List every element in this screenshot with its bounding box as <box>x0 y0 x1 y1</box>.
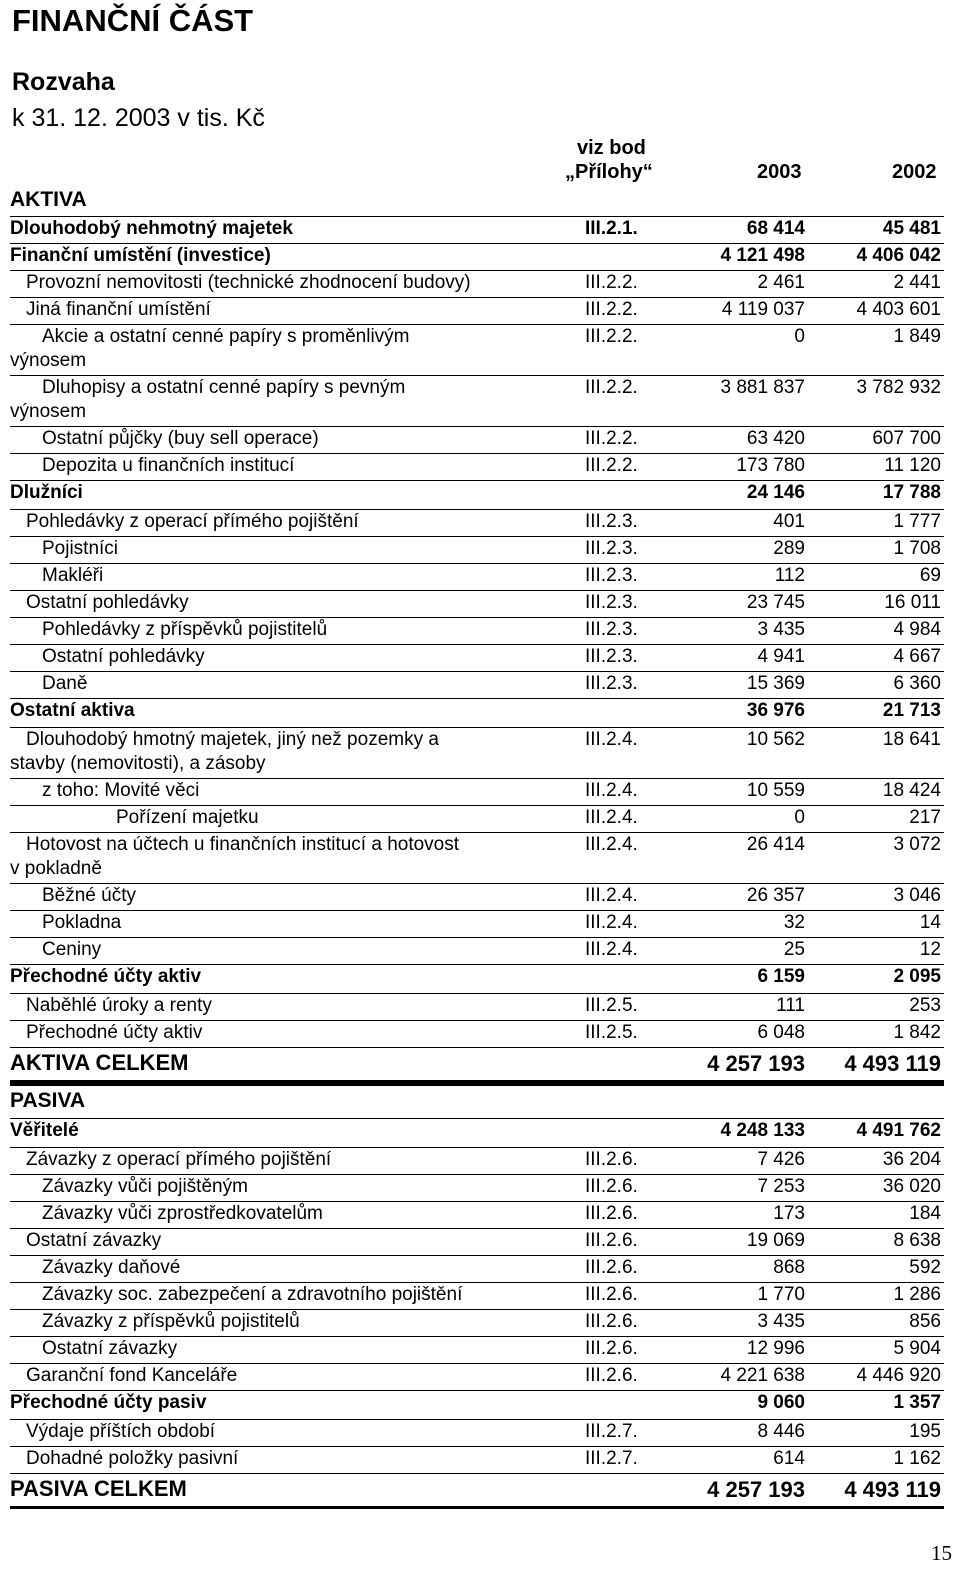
row-reference: III.2.3. <box>585 592 638 613</box>
value-2002: 3 782 932 <box>856 377 941 398</box>
value-2002: 5 904 <box>893 1338 941 1359</box>
assets-row <box>10 271 944 298</box>
assets-row <box>10 672 944 699</box>
liabilities-row <box>10 1447 944 1474</box>
row-label: AKTIVA <box>10 188 87 211</box>
row-reference: III.2.2. <box>585 377 638 398</box>
value-2002: 1 357 <box>893 1392 941 1413</box>
value-2003: 3 881 837 <box>720 377 805 398</box>
row-label: Ostatní závazky <box>42 1338 178 1359</box>
row-reference: III.2.2. <box>585 455 638 476</box>
liabilities-row <box>10 1391 944 1420</box>
liabilities-row <box>10 1256 944 1283</box>
row-label: Ceniny <box>42 939 102 960</box>
value-2003: 32 <box>783 912 805 933</box>
value-2002: 11 120 <box>884 455 941 476</box>
row-reference: III.2.2. <box>585 428 638 449</box>
assets-row <box>10 911 944 938</box>
value-2003: 4 221 638 <box>720 1365 805 1386</box>
assets-row <box>10 564 944 591</box>
assets-table <box>10 186 944 1083</box>
row-label: Závazky vůči zprostředkovatelům <box>42 1203 323 1224</box>
value-2002: 3 046 <box>893 885 941 906</box>
value-2002: 1 849 <box>893 326 941 347</box>
row-label-continued: v pokladně <box>10 858 102 879</box>
value-2002: 4 403 601 <box>856 299 941 320</box>
row-label: Výdaje příštích období <box>26 1421 216 1442</box>
row-reference: III.2.4. <box>585 834 638 855</box>
row-reference: III.2.4. <box>585 729 638 750</box>
row-label: Finanční umístění (investice) <box>10 245 271 266</box>
row-label: Přechodné účty aktiv <box>26 1022 203 1043</box>
row-reference: III.2.4. <box>585 807 638 828</box>
value-2002: 1 708 <box>893 538 941 559</box>
liabilities-row <box>10 1202 944 1229</box>
row-label: Závazky vůči pojištěným <box>42 1176 248 1197</box>
value-2002: 3 072 <box>893 834 941 855</box>
row-reference: III.2.6. <box>585 1149 638 1170</box>
value-2003: 15 369 <box>746 673 805 694</box>
assets-row <box>10 833 944 884</box>
value-2002: 18 424 <box>882 780 941 801</box>
value-2002: 12 <box>919 939 941 960</box>
assets-row <box>10 217 944 244</box>
value-2002: 16 011 <box>884 592 941 613</box>
row-label: Pojistníci <box>42 538 119 559</box>
liabilities-row <box>10 1175 944 1202</box>
value-2003: 7 426 <box>757 1149 805 1170</box>
row-label: PASIVA CELKEM <box>10 1476 187 1501</box>
value-2003: 23 745 <box>746 592 805 613</box>
value-2003: 26 414 <box>746 834 805 855</box>
row-reference: III.2.2. <box>585 272 638 293</box>
value-2002: 2 441 <box>893 272 941 293</box>
assets-row <box>10 965 944 994</box>
value-2002: 4 446 920 <box>856 1365 941 1386</box>
row-label: Ostatní aktiva <box>10 700 135 721</box>
liabilities-row <box>10 1337 944 1364</box>
value-2002: 4 493 119 <box>844 1477 941 1502</box>
row-reference: III.2.6. <box>585 1257 638 1278</box>
value-2003: 4 257 193 <box>707 1477 805 1502</box>
value-2003: 112 <box>774 565 805 586</box>
value-2003: 2 461 <box>757 272 805 293</box>
row-reference: III.2.4. <box>585 939 638 960</box>
value-2003: 63 420 <box>746 428 805 449</box>
assets-row <box>10 699 944 728</box>
row-reference: III.2.4. <box>585 780 638 801</box>
row-label: Akcie a ostatní cenné papíry s proměnlivým <box>42 326 410 347</box>
row-reference: III.2.6. <box>585 1284 638 1305</box>
assets-row <box>10 779 944 806</box>
row-label-continued: stavby (nemovitosti), a zásoby <box>10 753 266 774</box>
value-2003: 4 119 037 <box>721 299 805 320</box>
value-2003: 68 414 <box>746 218 805 239</box>
value-2002: 592 <box>909 1257 941 1278</box>
value-2002: 856 <box>909 1311 941 1332</box>
value-2003: 7 253 <box>757 1176 805 1197</box>
page-title: FINANČNÍ ČÁST <box>12 3 254 38</box>
page-number: 15 <box>931 1541 952 1565</box>
row-label: Hotovost na účtech u finančních institucí a hotovost <box>26 834 460 855</box>
row-label: Přechodné účty pasiv <box>10 1392 207 1413</box>
value-2003: 3 435 <box>757 1311 805 1332</box>
value-2002: 2 095 <box>893 966 941 987</box>
year-2003-header: 2003 <box>757 161 802 183</box>
value-2003: 6 048 <box>757 1022 805 1043</box>
value-2003: 614 <box>773 1448 805 1469</box>
liabilities-row <box>10 1083 944 1119</box>
assets-row <box>10 537 944 564</box>
row-label: Jiná finanční umístění <box>26 299 211 320</box>
liabilities-row <box>10 1148 944 1175</box>
value-2003: 36 976 <box>746 700 805 721</box>
assets-row <box>10 1021 944 1048</box>
value-2002: 14 <box>919 912 941 933</box>
value-2002: 8 638 <box>893 1230 941 1251</box>
liabilities-row <box>10 1310 944 1337</box>
row-reference: III.2.3. <box>585 538 638 559</box>
row-label: Ostatní pohledávky <box>26 592 189 613</box>
row-label: Ostatní závazky <box>26 1230 162 1251</box>
row-label: Naběhlé úroky a renty <box>26 995 212 1016</box>
row-reference: III.2.7. <box>585 1448 638 1469</box>
liabilities-row <box>10 1283 944 1310</box>
assets-row <box>10 427 944 454</box>
assets-row <box>10 728 944 779</box>
value-2002: 4 493 119 <box>844 1051 941 1076</box>
row-reference: III.2.4. <box>585 885 638 906</box>
row-label-continued: výnosem <box>10 350 87 371</box>
row-reference: III.2.4. <box>585 912 638 933</box>
value-2002: 36 020 <box>882 1176 941 1197</box>
value-2002: 17 788 <box>882 482 941 503</box>
section-title: Rozvaha <box>12 68 115 96</box>
value-2003: 9 060 <box>757 1392 805 1413</box>
row-reference: III.2.3. <box>585 646 638 667</box>
assets-row <box>10 244 944 271</box>
row-label: Běžné účty <box>42 885 136 906</box>
assets-row <box>10 325 944 376</box>
value-2002: 36 204 <box>882 1149 941 1170</box>
value-2002: 1 777 <box>893 511 941 532</box>
value-2003: 4 941 <box>757 646 805 667</box>
row-label: AKTIVA CELKEM <box>10 1050 189 1075</box>
assets-row <box>10 1048 944 1083</box>
value-2002: 1 286 <box>893 1284 941 1305</box>
year-2002-header: 2002 <box>892 161 937 183</box>
row-label: Věřitelé <box>10 1120 79 1141</box>
row-reference: III.2.3. <box>585 511 638 532</box>
liabilities-row <box>10 1364 944 1391</box>
assets-row <box>10 994 944 1021</box>
assets-row <box>10 645 944 672</box>
row-label: Ostatní půjčky (buy sell operace) <box>42 428 319 449</box>
value-2003: 19 069 <box>746 1230 805 1251</box>
row-reference: III.2.6. <box>585 1203 638 1224</box>
row-reference: III.2.5. <box>585 995 638 1016</box>
value-2003: 12 996 <box>746 1338 805 1359</box>
value-2002: 4 406 042 <box>856 245 941 266</box>
row-reference: III.2.5. <box>585 1022 638 1043</box>
value-2002: 1 842 <box>893 1022 941 1043</box>
row-label: Pohledávky z příspěvků pojistitelů <box>42 619 328 640</box>
value-2003: 173 <box>773 1203 805 1224</box>
value-2003: 401 <box>773 511 805 532</box>
value-2003: 0 <box>794 807 805 828</box>
row-label: Dohadné položky pasivní <box>26 1448 239 1469</box>
value-2002: 1 162 <box>893 1448 941 1469</box>
row-label: Závazky daňové <box>42 1257 181 1278</box>
row-label: Provozní nemovitosti (technické zhodnocení budovy) <box>26 272 471 293</box>
value-2002: 18 641 <box>882 729 941 750</box>
assets-row <box>10 454 944 481</box>
assets-row <box>10 591 944 618</box>
row-reference: III.2.2. <box>585 326 638 347</box>
value-2002: 607 700 <box>872 428 941 449</box>
row-reference: III.2.3. <box>585 565 638 586</box>
row-label: Pohledávky z operací přímého pojištění <box>26 511 359 532</box>
value-2002: 21 713 <box>882 700 941 721</box>
value-2002: 4 984 <box>893 619 941 640</box>
row-reference: III.2.3. <box>585 619 638 640</box>
value-2003: 10 559 <box>746 780 805 801</box>
row-reference: III.2.1. <box>585 218 638 239</box>
value-2003: 173 780 <box>736 455 805 476</box>
value-2003: 10 562 <box>746 729 805 750</box>
date-line: k 31. 12. 2003 v tis. Kč <box>12 104 265 132</box>
ref-header-line1: viz bod <box>577 137 646 159</box>
assets-row <box>10 298 944 325</box>
value-2003: 26 357 <box>746 885 805 906</box>
value-2003: 111 <box>776 995 805 1016</box>
assets-row <box>10 376 944 427</box>
value-2002: 6 360 <box>893 673 941 694</box>
assets-row <box>10 510 944 537</box>
value-2003: 24 146 <box>746 482 805 503</box>
row-label: PASIVA <box>10 1089 86 1112</box>
row-label: z toho: Movité věci <box>42 780 200 801</box>
row-label: Depozita u finančních institucí <box>42 455 295 476</box>
value-2003: 0 <box>794 326 805 347</box>
value-2002: 45 481 <box>882 218 941 239</box>
value-2003: 1 770 <box>757 1284 805 1305</box>
value-2003: 3 435 <box>757 619 805 640</box>
assets-row <box>10 806 944 833</box>
value-2003: 4 257 193 <box>707 1051 805 1076</box>
row-label: Závazky soc. zabezpečení a zdravotního pojištění <box>42 1284 463 1305</box>
liabilities-row <box>10 1229 944 1256</box>
value-2003: 4 121 498 <box>720 245 805 266</box>
row-reference: III.2.6. <box>585 1176 638 1197</box>
row-label: Přechodné účty aktiv <box>10 966 202 987</box>
value-2003: 25 <box>783 939 805 960</box>
row-reference: III.2.7. <box>585 1421 638 1442</box>
row-label: Pokladna <box>42 912 122 933</box>
row-label: Dluhopisy a ostatní cenné papíry s pevným <box>42 377 406 398</box>
value-2002: 69 <box>919 565 941 586</box>
row-label: Závazky z příspěvků pojistitelů <box>42 1311 300 1332</box>
value-2002: 4 491 762 <box>856 1120 941 1141</box>
assets-row <box>10 186 944 217</box>
liabilities-row <box>10 1420 944 1447</box>
row-label: Garanční fond Kanceláře <box>26 1365 238 1386</box>
assets-row <box>10 884 944 911</box>
value-2002: 217 <box>909 807 941 828</box>
row-label: Pořízení majetku <box>116 807 259 828</box>
value-2003: 289 <box>773 538 805 559</box>
ref-header-line2: „Přílohy“ <box>565 161 653 183</box>
row-label: Závazky z operací přímého pojištění <box>26 1149 332 1170</box>
value-2003: 8 446 <box>757 1421 805 1442</box>
value-2003: 868 <box>773 1257 805 1278</box>
row-reference: III.2.6. <box>585 1365 638 1386</box>
row-reference: III.2.2. <box>585 299 638 320</box>
row-reference: III.2.6. <box>585 1230 638 1251</box>
value-2002: 184 <box>909 1203 941 1224</box>
assets-row <box>10 481 944 510</box>
row-label: Dlouhodobý hmotný majetek, jiný než pozemky a <box>26 729 439 750</box>
value-2002: 4 667 <box>893 646 941 667</box>
row-label-continued: výnosem <box>10 401 87 422</box>
row-reference: III.2.6. <box>585 1338 638 1359</box>
value-2002: 253 <box>909 995 941 1016</box>
liabilities-table <box>10 1083 944 1509</box>
liabilities-row <box>10 1119 944 1148</box>
value-2003: 4 248 133 <box>720 1120 805 1141</box>
row-label: Daně <box>42 673 88 694</box>
row-label: Ostatní pohledávky <box>42 646 205 667</box>
assets-row <box>10 618 944 645</box>
row-label: Dlužníci <box>10 482 83 503</box>
value-2003: 6 159 <box>757 966 805 987</box>
row-reference: III.2.6. <box>585 1311 638 1332</box>
value-2002: 195 <box>909 1421 941 1442</box>
row-reference: III.2.3. <box>585 673 638 694</box>
row-label: Makléři <box>42 565 104 586</box>
liabilities-row <box>10 1474 944 1509</box>
row-label: Dlouhodobý nehmotný majetek <box>10 218 293 239</box>
assets-row <box>10 938 944 965</box>
